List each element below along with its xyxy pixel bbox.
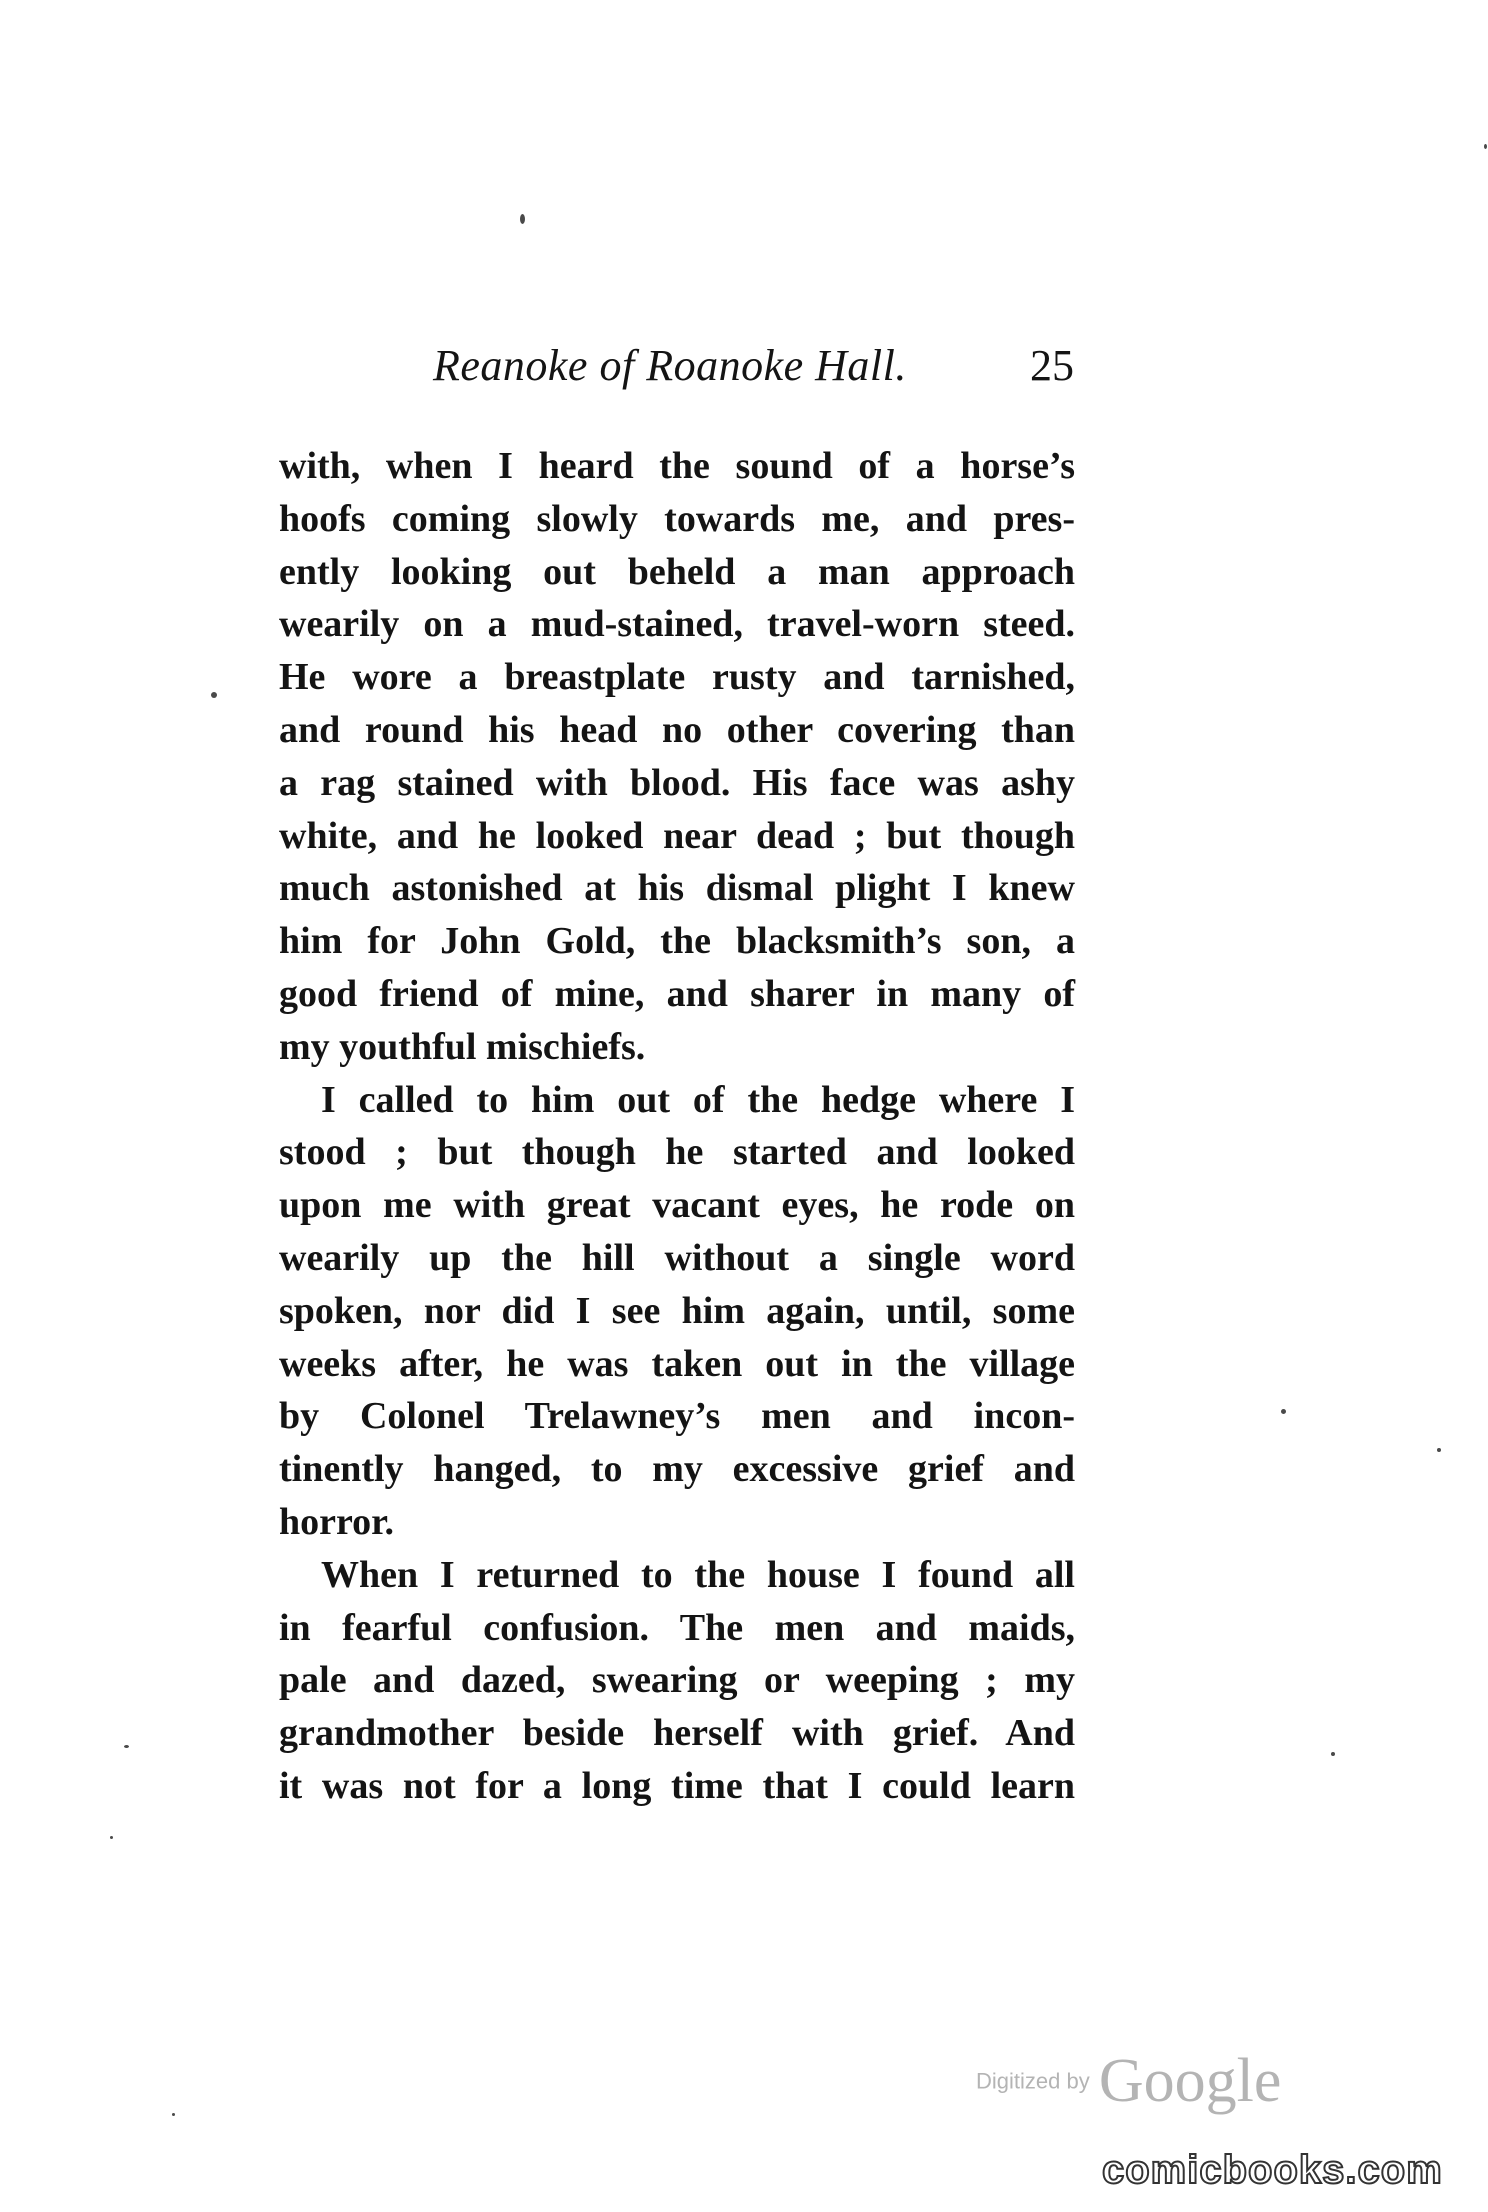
paragraph (279, 440, 1075, 1074)
text-line: hoofs coming slowly towards me, and pres- (279, 497, 1075, 540)
text-line: wearily up the hill without a single word (279, 1236, 1075, 1279)
text-line: When I returned to the house I found all (321, 1553, 1075, 1596)
text-line: upon me with great vacant eyes, he rode on (279, 1184, 1075, 1227)
scan-speck (110, 1836, 113, 1839)
paragraph (279, 1074, 1075, 1549)
text-line: with, when I heard the sound of a horse’s (279, 445, 1075, 487)
scan-speck (211, 692, 217, 698)
text-line: much astonished at his dismal plight I knew (279, 867, 1075, 910)
text-line: stood ; but though he started and looked (279, 1131, 1075, 1174)
scan-speck (1281, 1409, 1286, 1414)
text-line: him for John Gold, the blacksmith’s son, a (279, 920, 1075, 963)
running-title: Reanoke of Roanoke Hall. (433, 341, 907, 390)
text-line: spoken, nor did I see him again, until, some (279, 1289, 1075, 1332)
text-line: ently looking out beheld a man approach (279, 550, 1075, 593)
scan-speck (1484, 144, 1487, 149)
page-number: 25 (1030, 341, 1074, 390)
text-line: and round his head no other covering than (279, 708, 1075, 751)
text-line: horror. (279, 1500, 395, 1543)
scan-speck (124, 1745, 129, 1748)
text-line: good friend of mine, and sharer in many of (279, 972, 1075, 1015)
digitized-by-label: Digitized by (976, 2068, 1090, 2094)
scan-speck (1437, 1448, 1441, 1452)
text-line: white, and he looked near dead ; but though (279, 814, 1075, 857)
site-watermark: comicbooks.com (1102, 2148, 1443, 2192)
scan-speck (1331, 1752, 1335, 1756)
body-text (279, 440, 1075, 1813)
text-line: He wore a breastplate rusty and tarnished, (279, 656, 1075, 699)
text-line: a rag stained with blood. His face was ashy (279, 761, 1075, 804)
text-line: in fearful confusion. The men and maids, (279, 1606, 1075, 1649)
text-line: weeks after, he was taken out in the village (279, 1342, 1075, 1385)
text-line: tinently hanged, to my excessive grief and (279, 1448, 1075, 1491)
text-line: it was not for a long time that I could learn (279, 1764, 1075, 1807)
google-logo: Google (1098, 2047, 1282, 2115)
paragraph (279, 1549, 1075, 1813)
text-line: pale and dazed, swearing or weeping ; my (279, 1659, 1075, 1702)
text-line: wearily on a mud-stained, travel-worn steed. (279, 603, 1075, 646)
google-watermark (976, 2046, 1281, 2117)
text-line: by Colonel Trelawney’s men and incon- (279, 1395, 1075, 1438)
text-line: my youthful mischiefs. (279, 1025, 646, 1068)
text-line: grandmother beside herself with grief. And (279, 1712, 1075, 1755)
scan-speck (520, 214, 525, 224)
running-head (278, 340, 1074, 400)
scan-speck (172, 2113, 175, 2116)
text-line: I called to him out of the hedge where I (321, 1078, 1075, 1121)
